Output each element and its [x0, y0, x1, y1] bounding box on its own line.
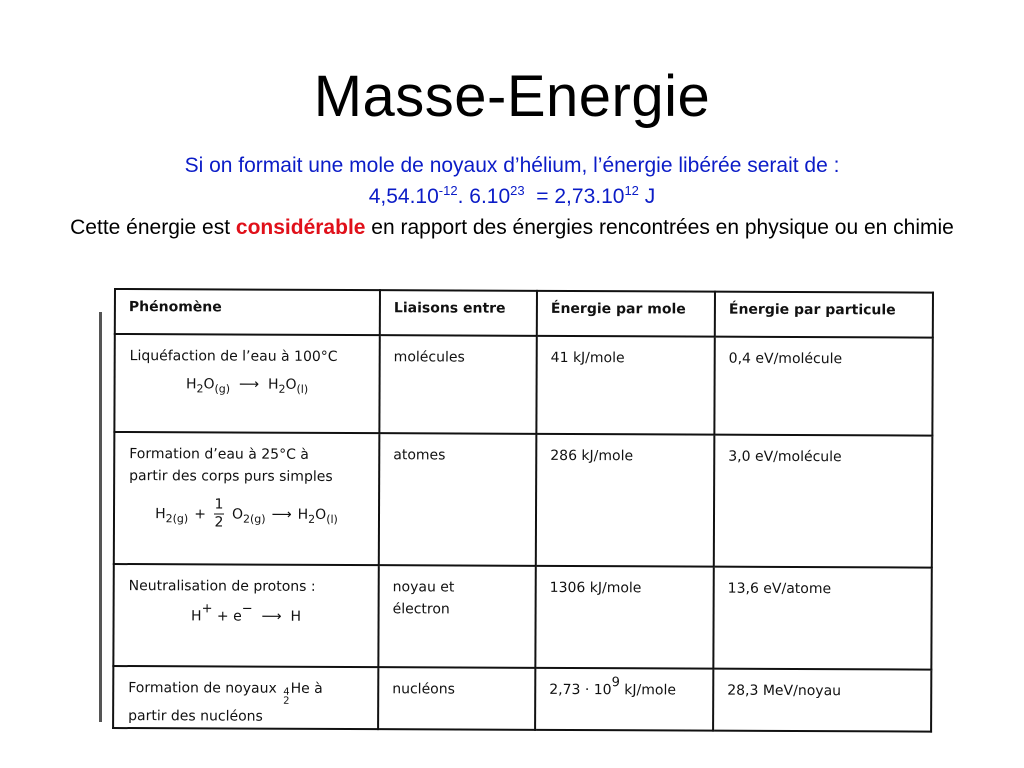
mole-unit: kJ/mole [619, 682, 677, 699]
liaisons-line-1: noyau et [392, 579, 455, 596]
intro-line-3-post: en rapport des énergies rencontrées en physique ou en chimie [365, 216, 954, 239]
header-phenomene: Phénomène [115, 289, 380, 335]
cell-phenomene [113, 564, 378, 667]
eq-symbol: O [231, 506, 244, 523]
eq-sub: 2(g) [165, 511, 189, 525]
eq-symbol: O [203, 376, 215, 393]
cell-energie-particule: 13,6 eV/atome [713, 567, 931, 670]
eq-sub: 2 [196, 382, 204, 396]
equation [129, 497, 364, 531]
cell-energie-mole [535, 668, 713, 731]
eq-symbol: O [285, 376, 297, 393]
calc-c: = 2,73.10 [524, 185, 625, 208]
phenomene-line-2: partir des nucléons [128, 708, 263, 725]
header-energie-mole: Énergie par mole [537, 291, 715, 337]
eq-sub: (l) [326, 512, 338, 526]
arrow-icon: ⟶ [238, 376, 260, 393]
intro-line-1: Si on formait une mole de noyaux d’hélium, l’énergie libérée serait de : [184, 154, 840, 177]
eq-sup: − [241, 601, 253, 617]
cell-energie-particule: 3,0 eV/molécule [714, 435, 933, 568]
eq-symbol: H [191, 608, 202, 625]
nuclide-notation [283, 688, 289, 706]
intro-text [60, 150, 964, 243]
cell-phenomene [114, 432, 380, 565]
eq-symbol: H [267, 376, 279, 393]
slide-title: Masse-Energie [313, 64, 711, 129]
phenomene-line-1: Formation d’eau à 25°C à [129, 446, 309, 463]
fraction [214, 497, 224, 530]
calc-c-exp: 12 [624, 183, 639, 198]
cell-phenomene [114, 334, 379, 433]
eq-sub: 2(g) [242, 512, 266, 526]
calc-b-exp: 23 [510, 183, 525, 198]
cell-liaisons: molécules [379, 335, 536, 434]
arrow-icon: ⟶ [271, 506, 292, 523]
arrow-icon: ⟶ [261, 608, 282, 625]
calc-a: 4,54.10 [368, 185, 439, 208]
intro-emphasis: considérable [235, 216, 366, 239]
cell-liaisons [378, 565, 535, 668]
eq-symbol: H [297, 506, 309, 523]
energy-table-wrapper [114, 288, 934, 729]
table-row [114, 432, 933, 568]
cell-phenomene [113, 666, 378, 729]
intro-line-3 [60, 212, 964, 243]
mole-value: 2,73 · 10 [549, 681, 612, 699]
phenomene-line-2: partir des corps purs simples [129, 468, 333, 485]
element-text: He à [290, 680, 323, 697]
intro-line-3-pre: Cette énergie est [70, 216, 236, 239]
scan-edge-line [99, 312, 102, 722]
cell-energie-mole: 286 kJ/mole [536, 434, 715, 567]
fraction-denominator: 2 [214, 514, 224, 531]
eq-plus: + [194, 505, 207, 522]
eq-plus: + e [212, 608, 242, 625]
equation [130, 373, 365, 396]
eq-sub: (g) [214, 382, 231, 396]
cell-energie-mole: 41 kJ/mole [536, 336, 714, 435]
cell-energie-particule: 0,4 eV/molécule [714, 337, 932, 436]
fraction-numerator: 1 [214, 496, 224, 513]
table-row [113, 666, 931, 732]
table-header-row [115, 289, 933, 338]
eq-sub: 2 [308, 512, 316, 526]
cell-energie-mole: 1306 kJ/mole [535, 566, 713, 669]
calc-a-exp: -12 [438, 183, 458, 198]
phenomene-pre: Formation de noyaux [128, 680, 282, 697]
energy-table [112, 288, 934, 733]
eq-symbol: H [185, 376, 197, 393]
liaisons-line-2: électron [392, 601, 450, 618]
eq-symbol: O [315, 506, 327, 523]
eq-sub: (l) [296, 382, 309, 396]
cell-liaisons: nucléons [378, 667, 535, 730]
calc-b: . 6.10 [457, 185, 511, 208]
eq-symbol: H [155, 505, 166, 522]
eq-symbol: H [290, 608, 302, 625]
header-energie-particule: Énergie par particule [715, 292, 933, 338]
eq-sub: 2 [278, 382, 286, 396]
atomic-number: 2 [283, 695, 290, 707]
phenomene-text: Liquéfaction de l’eau à 100°C [129, 348, 338, 365]
mass-number: 4 [283, 686, 290, 698]
table-row [113, 564, 931, 670]
eq-sup: + [201, 601, 213, 617]
mole-exp: 9 [611, 675, 620, 691]
phenomene-text: Neutralisation de protons : [128, 578, 316, 595]
phenomene-line-1 [128, 677, 363, 706]
header-liaisons: Liaisons entre [380, 290, 537, 336]
cell-energie-particule: 28,3 MeV/noyau [713, 669, 931, 732]
equation [129, 601, 364, 628]
table-row [114, 334, 932, 436]
cell-liaisons: atomes [379, 433, 537, 566]
intro-line-2 [60, 181, 964, 212]
calc-d: J [638, 185, 656, 208]
